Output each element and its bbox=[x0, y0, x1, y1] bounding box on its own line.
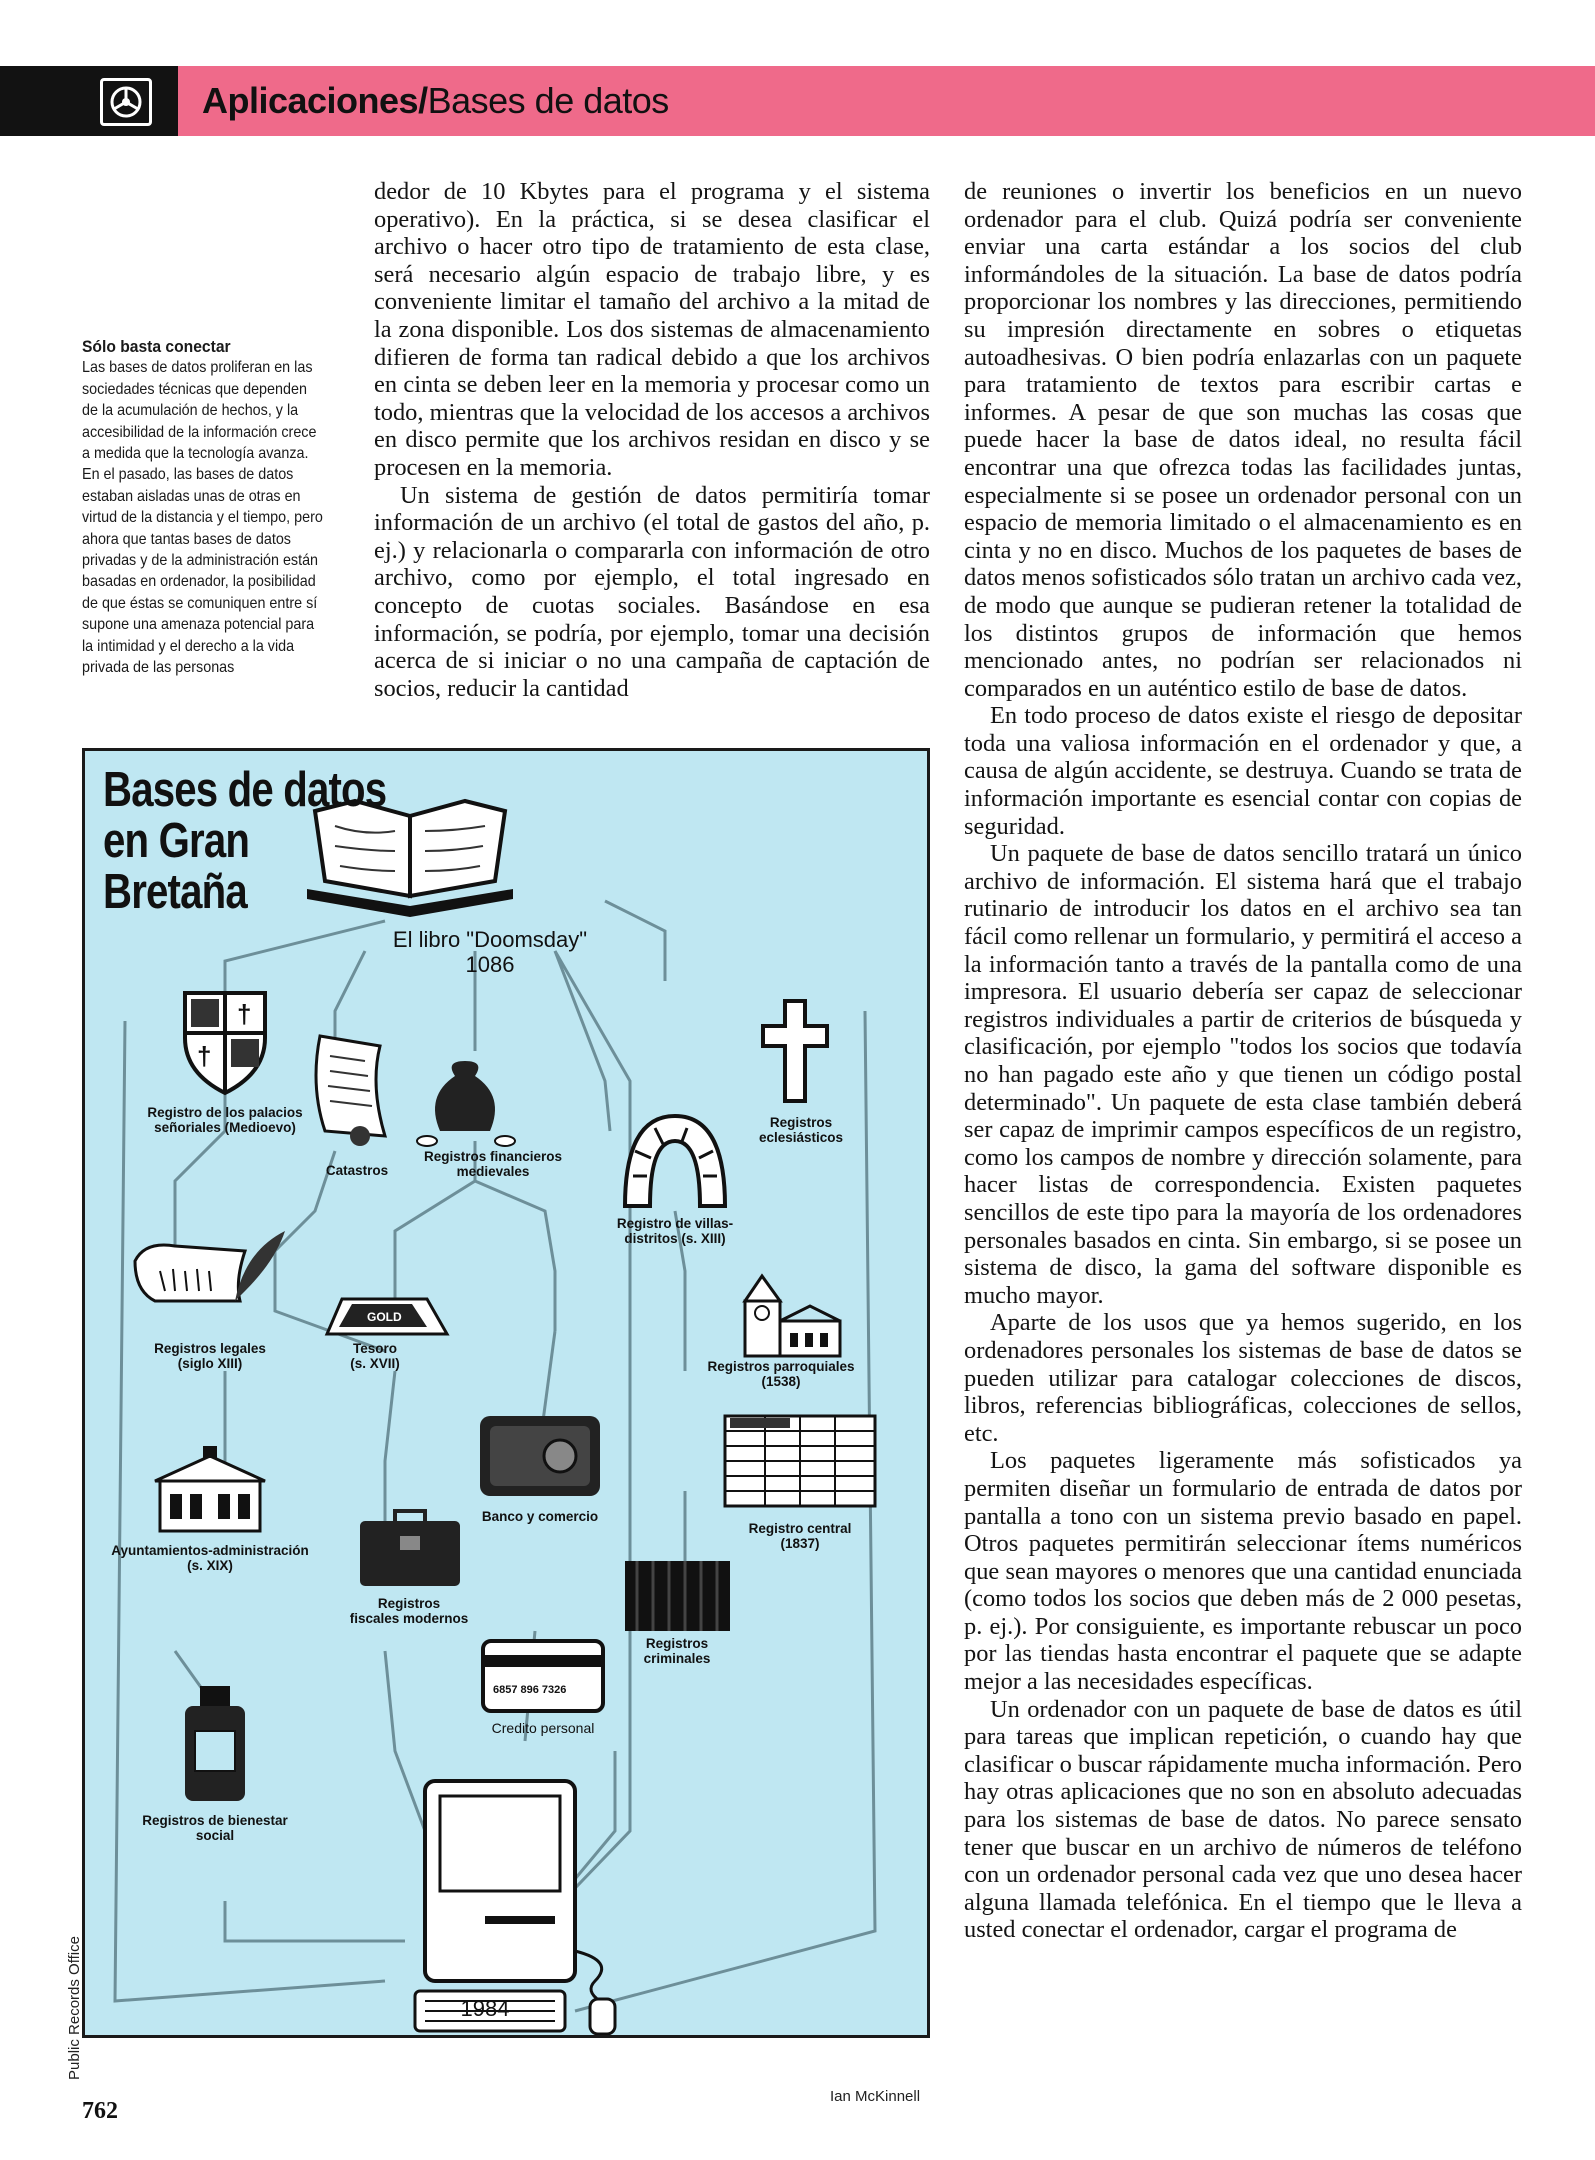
section-separator: / bbox=[418, 80, 428, 121]
computer-icon bbox=[415, 1781, 615, 2034]
town-hall-icon bbox=[155, 1446, 265, 1531]
sidebar-title: Sólo basta conectar bbox=[82, 337, 231, 356]
label-line: Registros bbox=[769, 1115, 833, 1130]
article-column-middle bbox=[374, 178, 930, 702]
steering-wheel-icon bbox=[100, 78, 152, 126]
label-line: Registros parroquiales bbox=[707, 1359, 855, 1374]
infographic-databases-britain bbox=[82, 748, 930, 2038]
card-number: 6857 896 7326 bbox=[493, 1684, 567, 1696]
label-line: criminales bbox=[643, 1651, 711, 1666]
label-central bbox=[749, 1521, 852, 1551]
label-doomsday bbox=[393, 927, 587, 977]
label-banco bbox=[482, 1509, 598, 1524]
scroll-document-icon bbox=[316, 1036, 385, 1146]
label-line: Catastros bbox=[325, 1163, 389, 1178]
briefcase-icon bbox=[360, 1511, 460, 1586]
section-name: Aplicaciones bbox=[202, 80, 419, 121]
label-line: (s. XIX) bbox=[187, 1558, 233, 1573]
label-line: Registros financieros bbox=[423, 1149, 563, 1164]
label-line: Credito personal bbox=[491, 1720, 595, 1736]
label-palacios bbox=[147, 1105, 302, 1135]
label-line: 1984 bbox=[460, 1996, 510, 2021]
label-line: (1837) bbox=[780, 1536, 820, 1551]
label-eclesiasticos bbox=[759, 1115, 843, 1145]
paragraph: Un sistema de gestión de datos permitiría tomar información de un archivo (el total de gastos del año, p. ej.) y relacionarla o compararla con información de otro archivo, como por ejemplo, el total ingresado en concepto de cuotas sociales. Basándose en esa información, se podría, por ejemplo, tomar una decisión acerca de si iniciar o no una campaña de captación de socios, reducir la cantidad bbox=[374, 481, 930, 702]
label-tesoro bbox=[350, 1341, 400, 1371]
safe-icon bbox=[480, 1416, 600, 1496]
label-ayuntamientos bbox=[111, 1543, 309, 1573]
label-line: Registros legales bbox=[154, 1341, 266, 1356]
label-fiscales bbox=[350, 1596, 469, 1626]
shield-icon bbox=[185, 993, 265, 1093]
label-line: señoriales (Medioevo) bbox=[154, 1120, 296, 1135]
illustrator-credit: Ian McKinnell bbox=[830, 2088, 921, 2105]
paragraph: Un ordenador con un paquete de base de datos es útil para tareas que implican repetición, o cuando hay que clasificar o buscar rápidamente mucha información. Pero hay otras aplicaciones que no son en absoluto adecuadas para los sistemas de base de datos. No parece sensato tener que buscar en un archivo de números de teléfono con un ordenador personal cada vez que uno desea hacer alguna llamada telefónica. En el tiempo que le lleva a usted conectar el ordenador, cargar el programa de bbox=[964, 1695, 1522, 1944]
label-parroquiales bbox=[707, 1359, 854, 1389]
label-line: Registro central bbox=[748, 1521, 852, 1536]
ledger-icon bbox=[725, 1416, 875, 1506]
sidebar-note bbox=[82, 336, 323, 679]
paragraph: Los paquetes ligeramente más sofisticados ya permiten diseñar un formulario de entrada de datos por pantalla a tono con un sistema previo basado en papel. Otros paquetes permitirán seleccionar ítems numéricos que sean mayores o menores que una cantidad enunciada (como todos los socios que deben más de 2 000 pesetas, p. ej.). Por consiguiente, es importante rebuscar un poco por las tiendas hasta encontrar el paquete que se adapte mejor a las necesidades específicas. bbox=[964, 1447, 1522, 1696]
title-line: Bases de datos bbox=[103, 763, 387, 817]
sidebar-text: Las bases de datos proliferan en las sociedades técnicas que dependen de la acumulación de hechos, y la accesibilidad de la información crece a medida que la tecnología avanza. En el pasado, las bases de datos estaban aisladas unas de otras en virtud de la distancia y el tiempo, pero ahora que tantas bases de datos privadas y de la administración están basadas en ordenador, la posibilidad de que éstas se comuniquen entre sí supone una amenaza potencial para la intimidad y el derecho a la vida privada de las personas bbox=[82, 359, 323, 677]
svg-text:†: † bbox=[197, 1041, 212, 1071]
church-icon bbox=[745, 1276, 840, 1356]
label-line: Tesoro bbox=[352, 1341, 398, 1356]
paragraph: Un paquete de base de datos sencillo tratará un único archivo de información. El sistema hará que el trabajo rutinario de introducir los datos en el archivo sea tan fácil como rellenar un formulario, y permitirá el acceso a la información tanto a través de la pantalla como de una impresora. El usuario debería ser capaz de seleccionar registros individuales a partir de criterios de búsqueda y clasificación, por ejemplo "todos los socios que todavía no han pagado este año y que tienen un código postal determinado". Un paquete de esta clase también deberá ser capaz de imprimir campos específicos de un registro, como los campos de nombre y dirección solamente, para hacer listas de correspondencia. Existen paquetes sencillos de este tipo para la mayoría de los ordenadores personales basados en cinta. Sin embargo, si se posee un sistema de disco, la gama del software disponible es mucho mayor. bbox=[964, 840, 1522, 1309]
label-line: Registro de los palacios bbox=[147, 1105, 303, 1120]
label-financieros bbox=[424, 1149, 562, 1179]
infographic-title bbox=[103, 765, 386, 918]
cross-icon bbox=[763, 1001, 827, 1101]
label-line: 1086 bbox=[465, 952, 515, 977]
label-line: social bbox=[195, 1828, 235, 1843]
gold-tag: GOLD bbox=[367, 1310, 402, 1324]
paragraph: de reuniones o invertir los beneficios en un nuevo ordenador para el club. Quizá podría ser conveniente enviar una carta estándar a los socios del club informándoles de la situación. La base de datos podría proporcionar los nombres y las direcciones, permitiendo su impresión directamente en sobres o etiquetas autoadhesivas. O bien podría enlazarlas con un paquete para tratamiento de textos para escribir cartas e informes. A pesar de que son muchas las cosas que puede hacer la base de datos ideal, no resulta fácil encontrar una que ofrezca todas las facilidades juntas, especialmente si se posee un ordenador personal con un espacio de memoria limitado o el almacenamiento es en cinta y no en disco. Muchos de los paquetes de bases de datos menos sofisticados sólo tratan un archivo cada vez, de modo que aunque se pudieran retener la totalidad de los distintos grupos de información que hemos mencionado antes, no podrían ser relacionados ni comparados en un auténtico estilo de base de datos. bbox=[964, 178, 1522, 702]
section-title bbox=[202, 80, 669, 122]
paragraph: Aparte de los usos que ya hemos sugerido, en los ordenadores personales los sistemas de base de datos se pueden utilizar para catalogar colecciones de discos, libros, referencias bibliográficas, colecciones de sellos, etc. bbox=[964, 1309, 1522, 1447]
title-line: Bretaña bbox=[103, 865, 247, 919]
prison-bars-icon bbox=[625, 1561, 730, 1631]
article-column-right bbox=[964, 178, 1522, 1944]
label-catastros bbox=[326, 1163, 388, 1178]
label-line: medievales bbox=[456, 1164, 530, 1179]
quill-parchment-icon bbox=[135, 1231, 285, 1301]
label-line: distritos (s. XIII) bbox=[624, 1231, 726, 1246]
page-number: 762 bbox=[82, 2098, 118, 2124]
section-topic: Bases de datos bbox=[427, 80, 669, 121]
label-1984 bbox=[460, 1996, 510, 2021]
label-line: eclesiásticos bbox=[758, 1130, 844, 1145]
label-line: Ayuntamientos-administración bbox=[111, 1543, 309, 1558]
label-villas bbox=[617, 1216, 733, 1246]
medicine-bottle-icon bbox=[185, 1686, 245, 1801]
label-bienestar bbox=[142, 1813, 288, 1843]
label-line: (s. XVII) bbox=[350, 1356, 400, 1371]
label-criminales bbox=[644, 1636, 711, 1666]
label-line: Registros bbox=[645, 1636, 709, 1651]
label-line: (siglo XIII) bbox=[177, 1356, 243, 1371]
photo-credit: Public Records Office bbox=[66, 1936, 83, 2080]
label-line: Banco y comercio bbox=[481, 1509, 599, 1524]
label-legales bbox=[154, 1341, 266, 1371]
credit-card-icon bbox=[483, 1641, 603, 1711]
label-credito bbox=[492, 1721, 595, 1736]
label-line: Registro de villas- bbox=[616, 1216, 734, 1231]
paragraph: dedor de 10 Kbytes para el programa y el sistema operativo). En la práctica, si se desea clasificar el archivo o hacer otro tipo de tratamiento de esta clase, será necesario algún espacio de trabajo libre, y es conveniente limitar el tamaño del archivo a la mitad de la zona disponible. Los dos sistemas de almacenamiento difieren de forma tan radical debido a que los archivos en cinta se deben leer en la memoria y procesar como un todo, mientras que la velocidad de los accesos a archivos en disco permite que los archivos residan en disco y se procesen en la memoria. bbox=[374, 178, 930, 481]
label-line: El libro "Doomsday" bbox=[392, 927, 588, 952]
arch-icon bbox=[625, 1116, 725, 1206]
gold-bar-icon bbox=[327, 1299, 447, 1334]
paragraph: En todo proceso de datos existe el riesgo de depositar toda una valiosa información en el ordenador y que, a causa de algún accidente, se destruya. Cuando se trata de información importante es esencial contar con copias de seguridad. bbox=[964, 702, 1522, 840]
label-line: Registros bbox=[377, 1596, 441, 1611]
title-line: en Gran bbox=[103, 814, 250, 868]
label-line: (1538) bbox=[761, 1374, 801, 1389]
label-line: Registros de bienestar bbox=[142, 1813, 288, 1828]
svg-text:†: † bbox=[237, 999, 252, 1029]
label-line: fiscales modernos bbox=[349, 1611, 469, 1626]
money-bag-icon bbox=[417, 1061, 515, 1146]
